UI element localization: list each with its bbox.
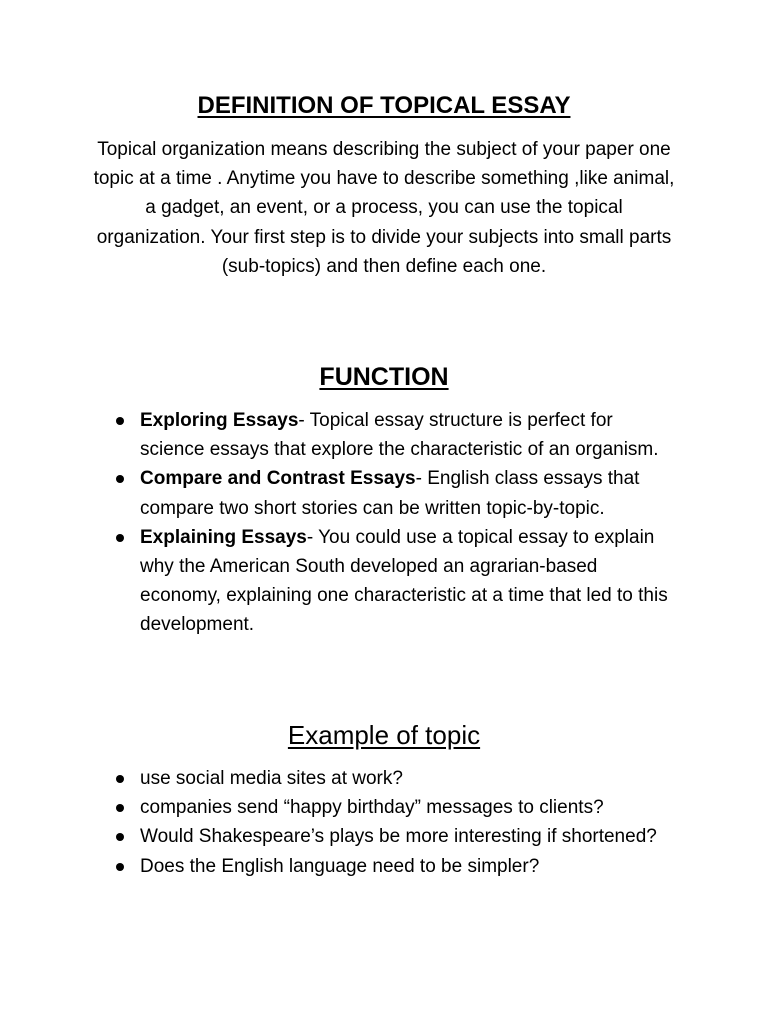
bullet-icon	[116, 833, 124, 841]
item-text: Would Shakespeare’s plays be more interesting if shortened?	[140, 826, 657, 848]
item-text: use social media sites at work?	[140, 768, 403, 789]
bullet-icon	[116, 534, 124, 542]
list-item	[112, 764, 682, 793]
item-term: Explaining Essays	[140, 526, 307, 548]
list-item	[112, 464, 682, 522]
item-term: Exploring Essays	[140, 410, 299, 431]
example-list	[112, 764, 682, 881]
bullet-icon	[116, 775, 124, 783]
definition-paragraph: Topical organization means describing the subject of your paper one topic at a time . Anytime you have to describe something ,like animal, a gadget, an event, or a process, you can use the topical organization. Your first step is to divide your subjects into small parts (sub-topics) and then define each one.	[93, 139, 675, 277]
bullet-icon	[116, 417, 124, 425]
bullet-icon	[116, 863, 124, 871]
list-item	[112, 406, 682, 464]
example-heading: Example of topic	[287, 720, 481, 750]
bullet-icon	[116, 804, 124, 812]
item-term: Compare and Contrast Essays	[140, 468, 416, 490]
item-text: Does the English language need to be simpler?	[140, 855, 540, 877]
function-list	[112, 406, 682, 640]
item-text: - You could use a topical essay to explain why the American South developed an agrarian-based economy, explaining one characteristic at a time that led to this development.	[140, 526, 668, 636]
function-heading: FUNCTION	[319, 363, 449, 391]
document-title: DEFINITION OF TOPICAL ESSAY	[197, 92, 571, 119]
list-item	[112, 523, 682, 640]
list-item	[112, 822, 682, 851]
list-item	[112, 852, 682, 881]
list-item	[112, 793, 682, 822]
item-text: - English class essays that compare two short stories can be written topic-by-topic.	[140, 468, 640, 519]
item-text: - Topical essay structure is perfect for science essays that explore the characteristic of an organism.	[140, 410, 659, 461]
bullet-icon	[116, 475, 124, 483]
item-text: companies send “happy birthday” messages to clients?	[140, 797, 604, 819]
